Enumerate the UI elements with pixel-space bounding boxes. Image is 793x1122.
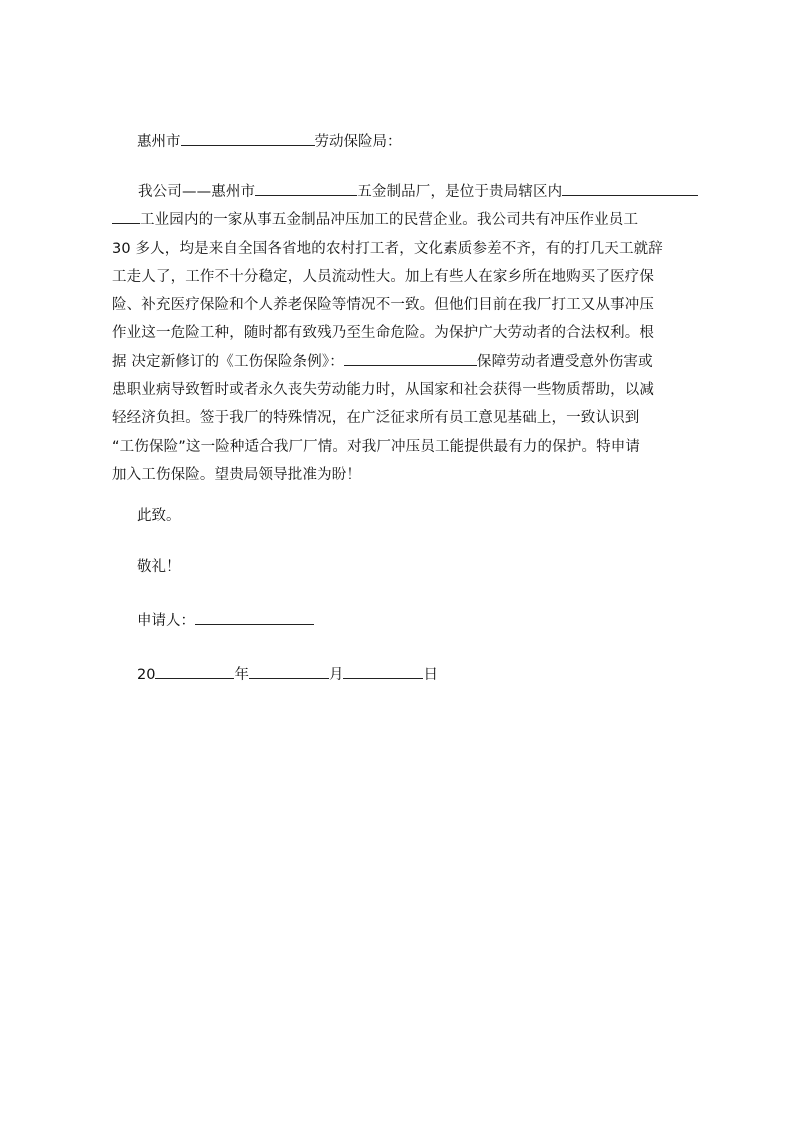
salutation-prefix: 惠州市 — [137, 134, 181, 150]
park-blank — [112, 209, 140, 224]
body-line-text: 轻经济负担。签于我厂的特殊情况，在广泛征求所有员工意见基础上，一致认识到 — [112, 410, 640, 427]
regulation-blank — [344, 351, 477, 366]
applicant-blank — [195, 610, 314, 625]
body-line-text: “工伤保险”这一险种适合我厂厂情。对我厂冲压员工能提供最有力的保护。特申请 — [112, 438, 641, 455]
day-blank — [343, 664, 423, 679]
body-line — [112, 291, 698, 319]
body-line-text: 工走人了，工作不十分稳定，人员流动性大。加上有些人在家乡所在地购买了医疗保 — [112, 268, 655, 285]
body-line — [112, 461, 698, 489]
year-blank — [155, 664, 234, 679]
body-line — [112, 404, 698, 432]
month-blank — [249, 664, 329, 679]
body-line — [112, 263, 698, 291]
regards-text: 敬礼！ — [137, 559, 181, 575]
body-line-text: 据 决定新修订的《工伤保险条例》： — [112, 353, 344, 370]
body-line — [112, 348, 698, 376]
body-line-text: 我公司——惠州市 — [138, 184, 256, 200]
date-century: 20 — [137, 667, 156, 683]
body-line-text: 险、补充医疗保险和个人养老保险等情况不一致。但他们目前在我厂打工又从事冲压 — [112, 297, 655, 314]
factory-name-blank — [255, 181, 357, 196]
body-line-text: 加入工伤保险。望贵局领导批准为盼！ — [112, 466, 362, 483]
salutation — [137, 131, 402, 152]
body-line-text: 工业园内的一家从事五金制品冲压加工的民营企业。我公司共有冲压作业员工 — [140, 212, 639, 229]
body-line-text: 作业这一危险工种，随时都有致残乃至生命危险。为保护广大劳动者的合法权利。根 — [112, 325, 655, 342]
date-day-label: 日 — [423, 667, 438, 683]
salutation-suffix: 劳动保险局： — [314, 134, 402, 150]
body-line — [112, 376, 698, 404]
closing-text: 此致。 — [137, 508, 181, 524]
applicant-label: 申请人： — [137, 613, 195, 629]
body-line — [112, 319, 698, 347]
applicant-line — [137, 610, 314, 631]
city-blank — [181, 131, 315, 146]
date-year-label: 年 — [234, 667, 249, 683]
body-line — [112, 235, 698, 263]
body-line-text: 30 多人，均是来自全国各省地的农村打工者，文化素质参差不齐，有的打几天工就辞 — [112, 240, 663, 257]
date-line — [137, 664, 438, 685]
body-line — [112, 206, 698, 234]
body-line-text: 保障劳动者遭受意外伤害或 — [476, 353, 653, 370]
body-line — [112, 433, 698, 461]
body-line-text: 患职业病导致暂时或者永久丧失劳动能力时，从国家和社会获得一些物质帮助，以减 — [112, 382, 655, 399]
district-blank — [562, 181, 698, 196]
body-line — [112, 178, 698, 206]
body-line-text: 五金制品厂，是位于贵局辖区内 — [357, 184, 563, 200]
date-month-label: 月 — [328, 667, 344, 683]
body-paragraph — [112, 178, 698, 489]
